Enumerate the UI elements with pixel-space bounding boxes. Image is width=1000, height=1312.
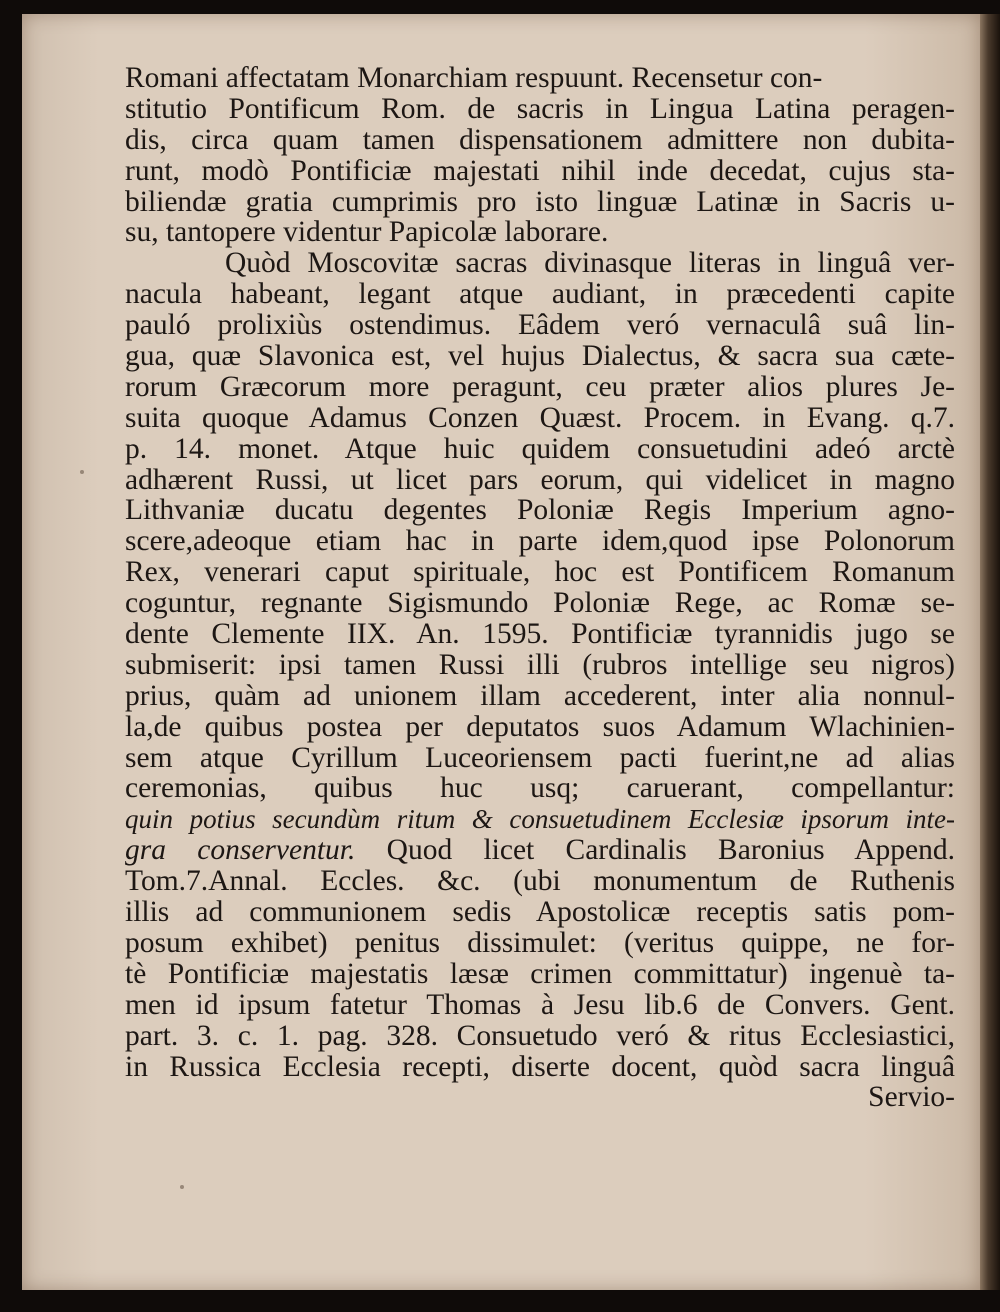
text-line: gua, quæ Slavonica est, vel hujus Dialectus, & sacra sua cæte- (125, 340, 955, 373)
text-line: part. 3. c. 1. pag. 328. Consuetudo veró & ritus Ecclesiastici, (125, 1019, 955, 1052)
text-line: tè Pontificiæ majestatis læsæ crimen committatur) ingenuè ta- (125, 957, 955, 990)
text-line: submiserit: ipsi tamen Russi illi (rubros intellige seu nigros) (125, 648, 955, 681)
text-line: suita quoque Adamus Conzen Quæst. Procem. in Evang. q.7. (125, 401, 955, 434)
text-line-italic: quin potius secundùm ritum & consuetudinem Ecclesiæ ipsorum inte- (125, 804, 955, 835)
text-line: coguntur, regnante Sigismundo Poloniæ Rege, ac Romæ se- (125, 587, 955, 620)
text-line: prius, quàm ad unionem illam accederent, inter alia nonnul- (125, 679, 955, 712)
text-line: Quòd Moscovitæ sacras divinasque literas in linguâ ver- (225, 247, 955, 280)
text-line: men id ipsum fatetur Thomas à Jesu lib.6 de Convers. Gent. (125, 988, 955, 1021)
paper-speck (180, 1185, 184, 1189)
text-line: dente Clemente IIX. An. 1595. Pontificiæ tyrannidis jugo se (125, 618, 955, 651)
book-edge (980, 14, 1000, 1290)
catchword: Servio- (868, 1081, 955, 1114)
text-line: Lithvaniæ ducatu degentes Poloniæ Regis Imperium agno- (125, 494, 955, 527)
text-line: pauló prolixiùs ostendimus. Eâdem veró vernaculâ suâ lin- (125, 309, 955, 342)
text-line: scere,adeoque etiam hac in parte idem,quod ipse Polonorum (125, 525, 955, 558)
text-line: dis, circa quam tamen dispensationem admittere non dubita- (125, 123, 955, 156)
text-line: in Russica Ecclesia recepti, diserte docent, quòd sacra linguâ (125, 1050, 955, 1083)
text-line: ceremonias, quibus huc usq; caruerant, compellantur: (125, 772, 955, 805)
paper-speck (80, 470, 84, 474)
text-line: su, tantopere videntur Papicolæ laborare. (125, 216, 609, 249)
text-line: nacula habeant, legant atque audiant, in præcedenti capite (125, 278, 955, 311)
text-line: stitutio Pontificum Rom. de sacris in Lingua Latina peragen- (125, 92, 955, 125)
body-text (125, 63, 955, 1113)
text-line: sem atque Cyrillum Luceoriensem pacti fuerint,ne ad alias (125, 741, 955, 774)
text-line: Rex, venerari caput spirituale, hoc est Pontificem Romanum (125, 556, 955, 589)
text-line: rorum Græcorum more peragunt, ceu præter alios plures Je- (125, 370, 955, 403)
text-line: Romani affectatam Monarchiam respuunt. Recensetur con- (125, 62, 823, 94)
text-line: Tom.7.Annal. Eccles. &c. (ubi monumentum de Ruthenis (125, 865, 955, 898)
text-line: gra conserventur. Quod licet Cardinalis Baronius Append. (125, 834, 955, 867)
text-line: biliendæ gratia cumprimis pro isto linguæ Latinæ in Sacris u- (125, 185, 955, 218)
text-line: la,de quibus postea per deputatos suos Adamum Wlachinien- (125, 710, 955, 743)
text-line: illis ad communionem sedis Apostolicæ receptis satis pom- (125, 896, 955, 929)
italic-phrase: gra conserventur. (125, 834, 356, 867)
text-line: adhærent Russi, ut licet pars eorum, qui videlicet in magno (125, 463, 955, 496)
text-line: posum exhibet) penitus dissimulet: (veritus quippe, ne for- (125, 926, 955, 959)
text-line: runt, modò Pontificiæ majestati nihil inde decedat, cujus sta- (125, 154, 955, 187)
text-line: p. 14. monet. Atque huic quidem consuetudini adeó arctè (125, 432, 955, 465)
